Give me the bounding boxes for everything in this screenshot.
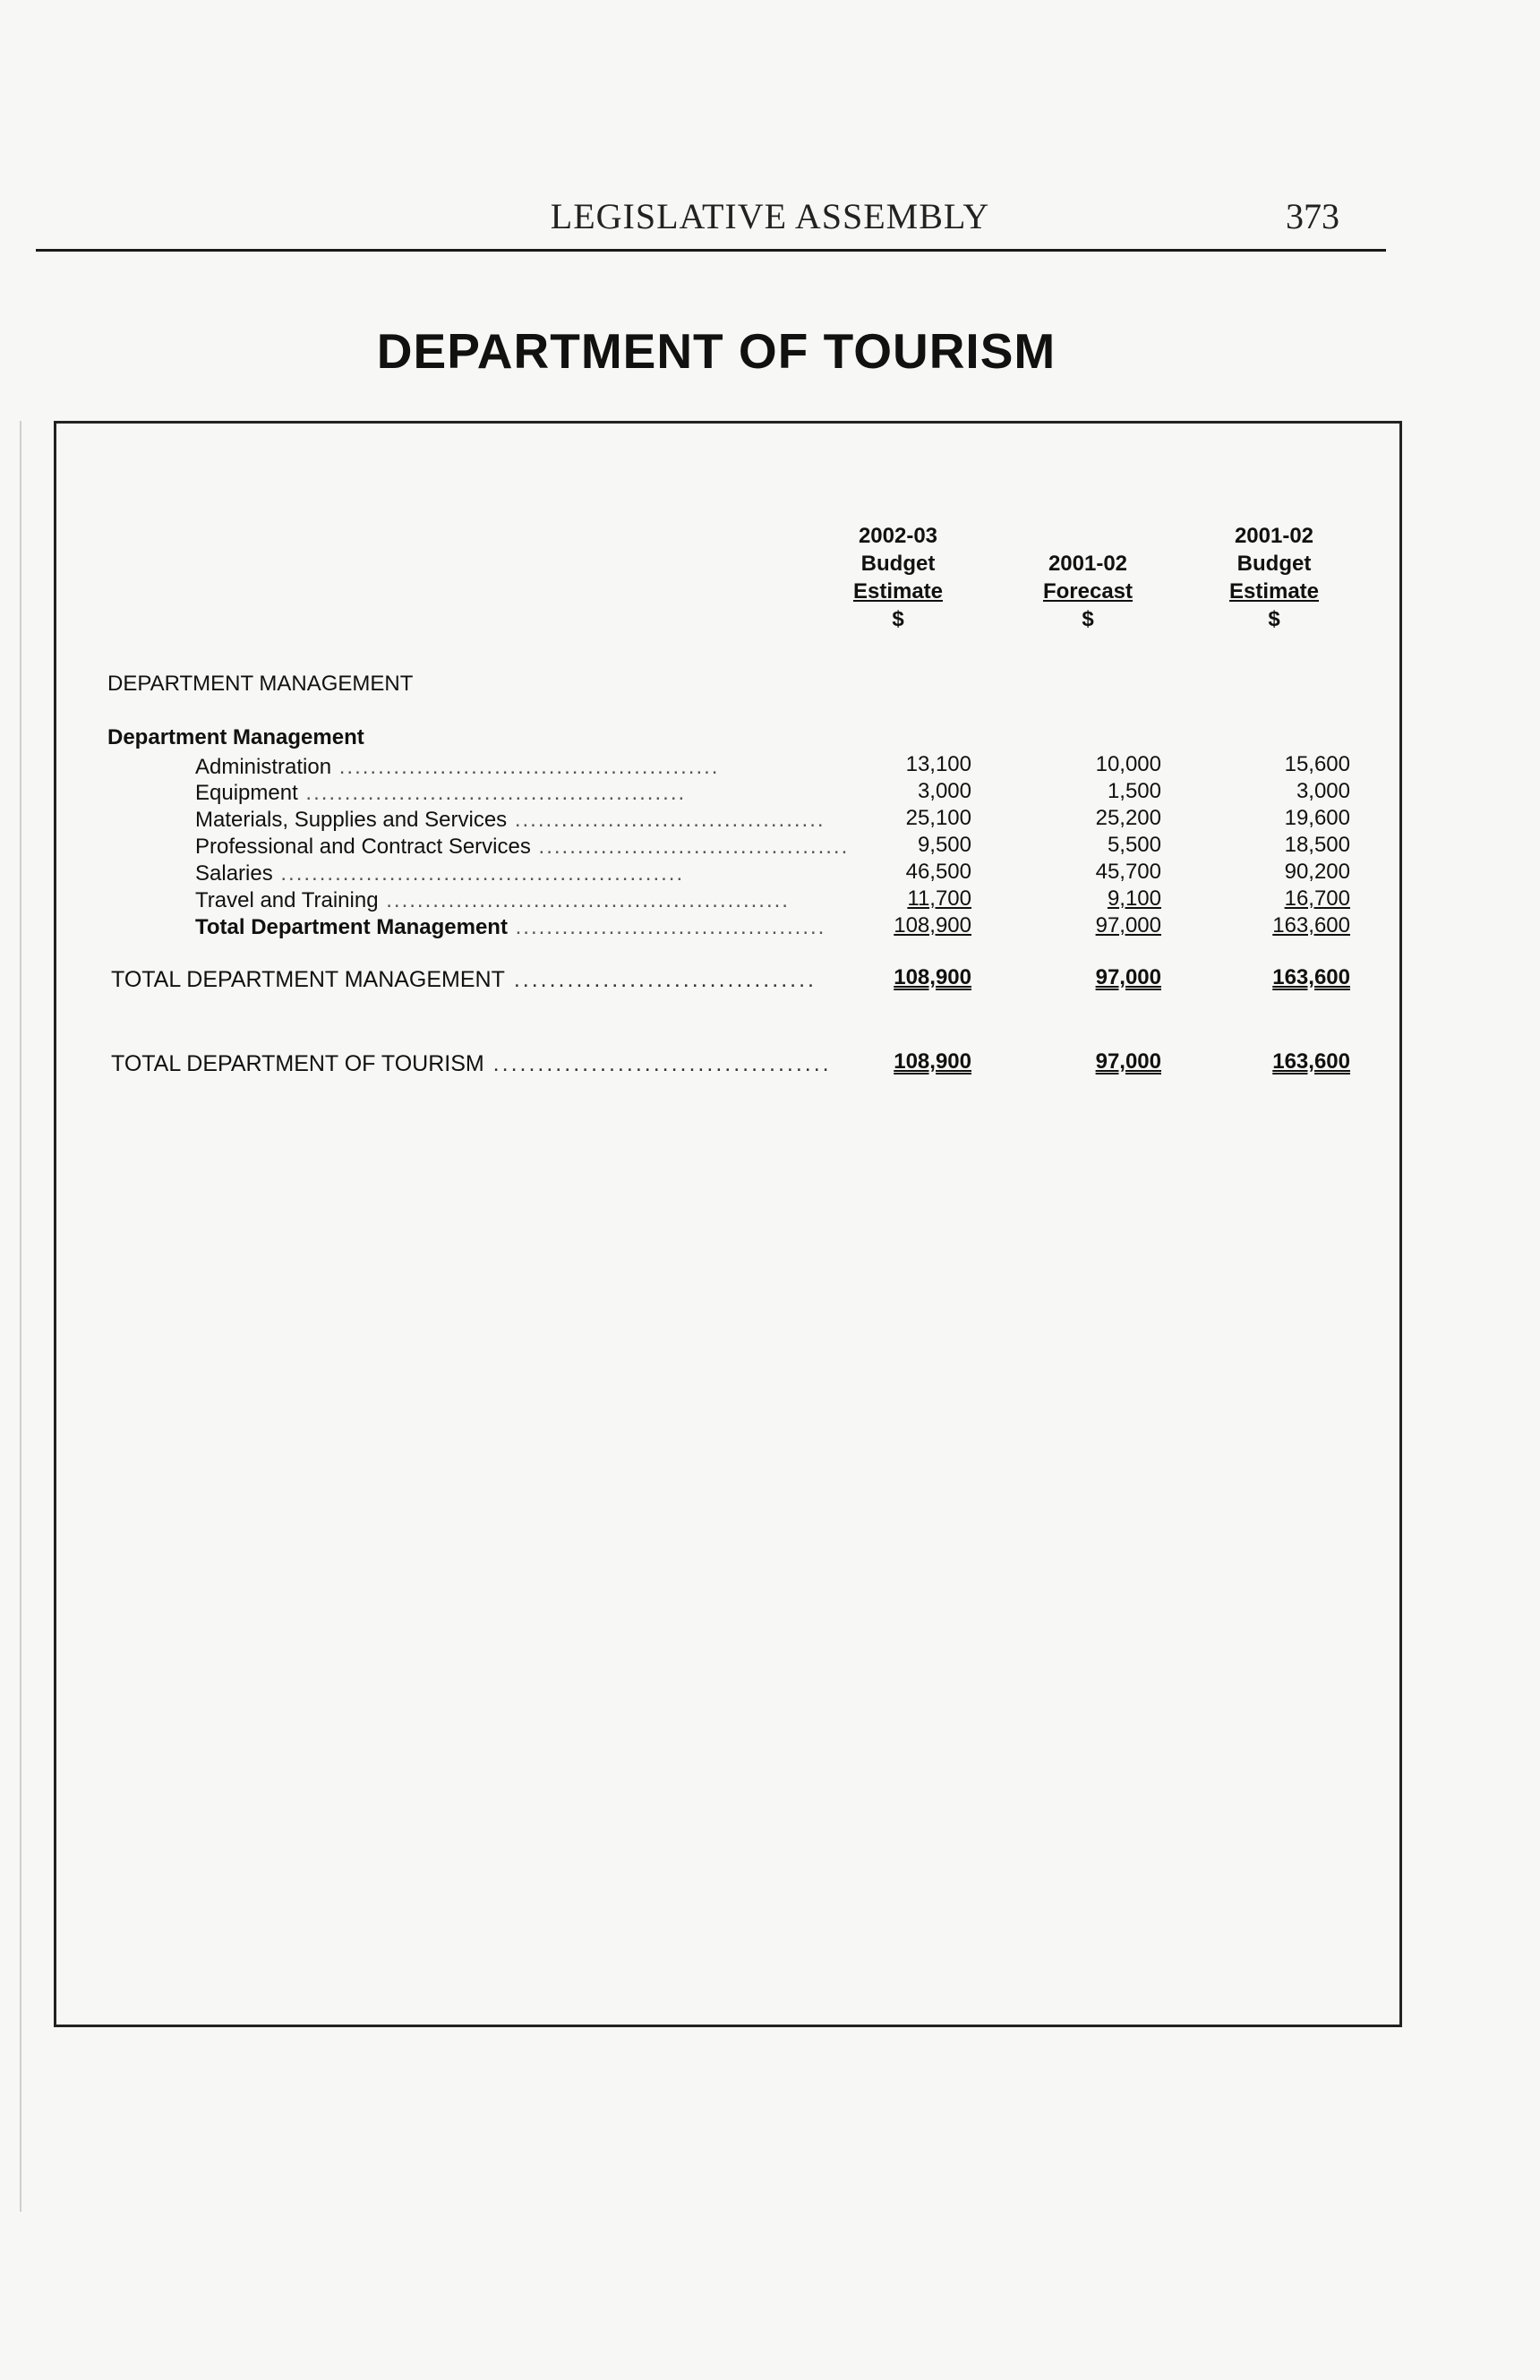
- page-number: 373: [1286, 196, 1339, 236]
- running-header: LEGISLATIVE ASSEMBLY: [550, 196, 990, 236]
- page-title: DEPARTMENT OF TOURISM: [376, 323, 1057, 379]
- page-edge-line: [20, 421, 21, 2212]
- header-rule: [36, 249, 1386, 252]
- column-header-2001-02-forecast: 2001-02 Forecast $: [1042, 552, 1134, 631]
- column-header-2001-02-budget: 2001-02 Budget Estimate $: [1228, 524, 1320, 631]
- section-label: DEPARTMENT MANAGEMENT: [107, 672, 414, 696]
- column-header-2002-03-budget: 2002-03 Budget Estimate $: [852, 524, 944, 631]
- group-label: Department Management: [107, 725, 364, 749]
- table-frame: [54, 421, 1402, 2027]
